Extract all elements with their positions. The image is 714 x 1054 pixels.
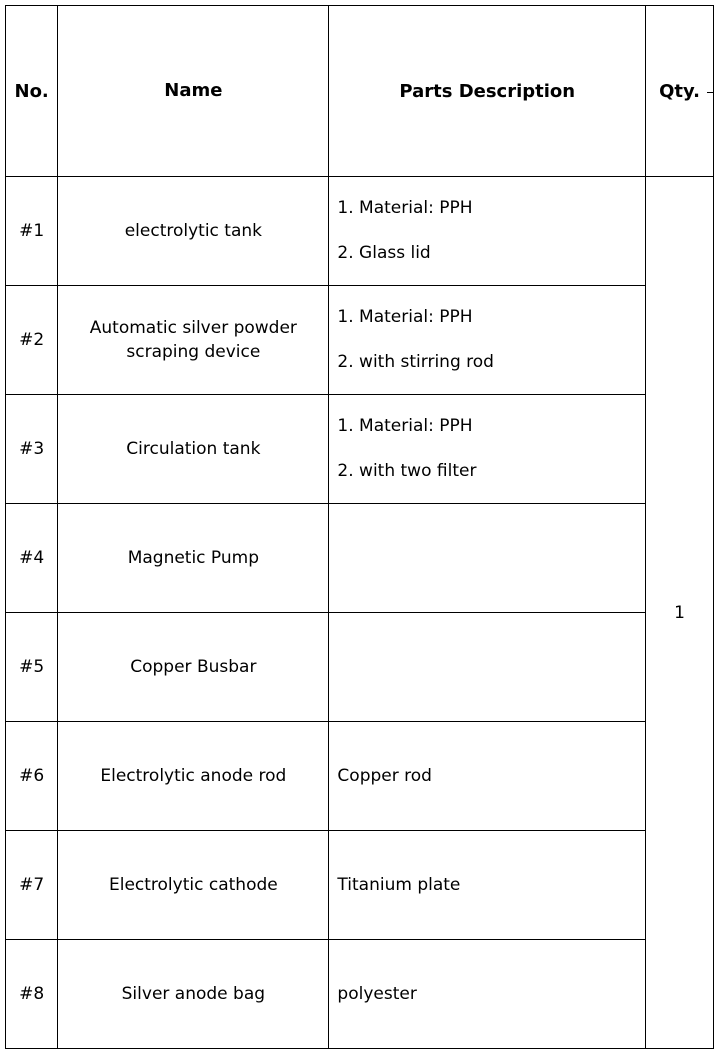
row-number: #1 — [6, 177, 58, 286]
quantity-value: 1 — [646, 177, 714, 1049]
header-name: Name — [58, 6, 329, 177]
part-name: electrolytic tank — [58, 177, 329, 286]
description-line: 2. with two filter — [337, 461, 477, 481]
part-description — [329, 831, 646, 940]
part-name: Electrolytic cathode — [58, 831, 329, 940]
description-line: Copper rod — [337, 765, 432, 786]
table-row — [6, 722, 714, 831]
row-number: #7 — [6, 831, 58, 940]
part-name: Copper Busbar — [58, 613, 329, 722]
header-description: Parts Description — [329, 6, 646, 177]
part-description — [329, 177, 646, 286]
table-row — [6, 831, 714, 940]
table-row — [6, 940, 714, 1049]
table-row — [6, 177, 714, 286]
part-description — [329, 286, 646, 395]
header-row — [6, 6, 714, 177]
table-row — [6, 613, 714, 722]
table-row — [6, 395, 714, 504]
parts-table — [5, 5, 714, 1049]
part-name: Circulation tank — [58, 395, 329, 504]
table-body — [6, 177, 714, 1049]
description-line: 1. Material: PPH — [337, 198, 473, 218]
description-line: polyester — [337, 983, 417, 1004]
part-name: Magnetic Pump — [58, 504, 329, 613]
row-number: #8 — [6, 940, 58, 1049]
header-edge-mark — [707, 92, 714, 93]
row-number: #2 — [6, 286, 58, 395]
part-name: Electrolytic anode rod — [58, 722, 329, 831]
part-name: Silver anode bag — [58, 940, 329, 1049]
description-line: 2. Glass lid — [337, 243, 431, 263]
header-qty: Qty. — [646, 6, 714, 177]
header-no: No. — [6, 6, 58, 177]
description-line: 1. Material: PPH — [337, 307, 473, 327]
part-description — [329, 613, 646, 722]
table-row — [6, 286, 714, 395]
table-row — [6, 504, 714, 613]
description-line: Titanium plate — [337, 874, 461, 895]
row-number: #3 — [6, 395, 58, 504]
part-description — [329, 940, 646, 1049]
row-number: #6 — [6, 722, 58, 831]
description-line: 2. with stirring rod — [337, 352, 494, 372]
part-description — [329, 722, 646, 831]
description-line: 1. Material: PPH — [337, 416, 473, 436]
part-description — [329, 395, 646, 504]
row-number: #5 — [6, 613, 58, 722]
part-description — [329, 504, 646, 613]
row-number: #4 — [6, 504, 58, 613]
part-name: Automatic silver powder scraping device — [58, 286, 329, 395]
